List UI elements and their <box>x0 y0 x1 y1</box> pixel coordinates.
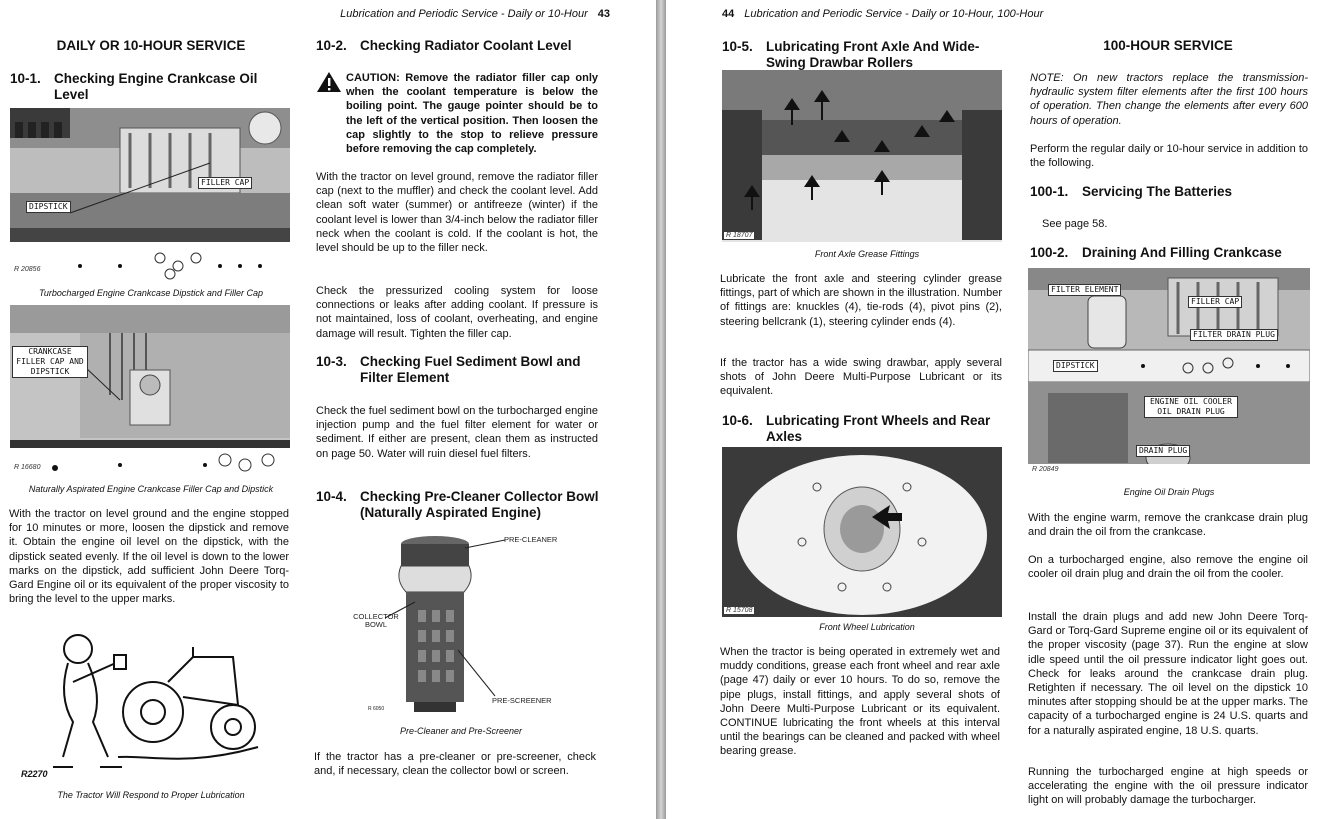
page-number: 43 <box>597 8 610 20</box>
section-number: 10-2. <box>316 38 347 53</box>
section-title: Lubricating Front Wheels and Rear Axles <box>766 413 991 444</box>
caution-block <box>316 71 598 156</box>
label-collector-bowl: COLLECTOR BOWL <box>353 612 399 629</box>
section-100-2-heading <box>1030 245 1315 261</box>
paragraph: Check the fuel sediment bowl on the turbocharged engine injection pump and the fuel filter element for water or sediment. If either are present, clean them as instructed on page 50. Water will ruin diesel fuel filters. <box>316 405 598 460</box>
section-number: 100-2. <box>1030 245 1069 260</box>
paragraph: On a turbocharged engine, also remove the engine oil cooler oil drain plug and drain the oil from the cooler. <box>1028 554 1308 581</box>
figure-caption: Front Wheel Lubrication <box>819 622 915 632</box>
paragraph: When the tractor is being operated in extremely wet and muddy conditions, grease each front wheel and rear axle (page 47) daily or ever 10 hours. To do so, remove the pipe plugs, install fittings, and apply several shots of John Deere Multi-Purpose Lubricant or its equivalent. CONTINUE lubricating the front wheels at this interval until the bearings can be cleaned and packed with wheel bearing grease. <box>720 646 1000 758</box>
label-filter-element: FILTER ELEMENT <box>1048 284 1121 296</box>
running-head-right <box>722 8 1142 20</box>
figure-caption: Naturally Aspirated Engine Crankcase Filler Cap and Dipstick <box>28 484 274 494</box>
paragraph: If the tractor has a wide swing drawbar, apply several shots of John Deere Multi-Purpose Lubricant or its equivalent. <box>720 357 1002 398</box>
section-heading: 100-HOUR SERVICE <box>1103 38 1233 53</box>
figure-caption: Front Axle Grease Fittings <box>814 249 920 259</box>
paragraph: Install the drain plugs and add new John Deere Torq-Gard or Torq-Gard Supreme engine oil or its equivalent of the proper viscosity (page 37). Run the engine at slow idle speed until the oil pressure indicator light goes out. Check for leaks around the crankcase drain plug. Retighten if necessary. The oil level on the dipstick 10 minutes after stopping should be at the upper marks. The capacity of a turbocharged engine is 24 U.S. quarts and for a naturally aspirated engine, 18 U.S. quarts. <box>1028 611 1308 737</box>
section-number: 10-6. <box>722 413 753 428</box>
figure-front-axle <box>722 70 1002 242</box>
page-43 <box>0 0 656 819</box>
section-10-3-heading <box>316 354 616 386</box>
front-axle-photo <box>722 70 1002 242</box>
section-title: Servicing The Batteries <box>1082 184 1233 199</box>
section-number: 10-3. <box>316 354 347 369</box>
page-gutter <box>656 0 666 819</box>
figure-caption: The Tractor Will Respond to Proper Lubrication <box>57 790 245 800</box>
figure-front-wheel <box>722 447 1002 617</box>
label-dipstick: DIPSTICK <box>26 201 71 213</box>
section-10-1-heading <box>10 71 292 103</box>
section-title: Checking Radiator Coolant Level <box>360 38 572 53</box>
label-filter-drain-plug: FILTER DRAIN PLUG <box>1190 329 1278 341</box>
figure-caption: Turbocharged Engine Crankcase Dipstick and Filler Cap <box>39 288 263 298</box>
section-number: 100-1. <box>1030 184 1069 199</box>
figure-cartoon <box>18 627 278 785</box>
figure-turbocharged-engine <box>10 108 290 280</box>
warning-triangle-icon <box>316 71 342 93</box>
section-10-2-heading <box>316 38 616 54</box>
label-drain-plug: DRAIN PLUG <box>1136 445 1190 457</box>
section-number: 10-4. <box>316 489 347 504</box>
running-head-text: Lubrication and Periodic Service - Daily or 10-Hour <box>340 8 588 20</box>
figure-number: R 16680 <box>14 464 41 471</box>
running-head-text: Lubrication and Periodic Service - Daily or 10-Hour, 100-Hour <box>744 8 1044 20</box>
page-number: 44 <box>722 8 735 20</box>
figure-number: R2270 <box>21 769 48 779</box>
figure-number: R 20849 <box>1032 466 1059 473</box>
section-title: Checking Engine Crankcase Oil Level <box>54 71 258 102</box>
figure-number: R 18707 <box>726 232 753 239</box>
label-filler-cap: FILLER CAP <box>1188 296 1242 308</box>
engine-photo-1 <box>10 108 290 280</box>
paragraph: If the tractor has a pre-cleaner or pre-screener, check and, if necessary, clean the collector bowl or screen. <box>314 751 596 778</box>
note-paragraph: NOTE: On new tractors replace the transmission-hydraulic system filter elements after the first 100 hours of operation. Then change the elements after every 600 hours of operation. <box>1030 72 1308 127</box>
front-wheel-photo <box>722 447 1002 617</box>
caution-text: CAUTION: Remove the radiator filler cap only when the coolant temperature is below the boiling point. The gauge pointer should be to the left of the vertical position. Then loosen the cap slightly to the stop to relieve pressure before removing the cap completely. <box>346 72 598 156</box>
section-heading: DAILY OR 10-HOUR SERVICE <box>56 38 246 53</box>
section-10-5-heading <box>722 39 1012 71</box>
section-title: Checking Fuel Sediment Bowl and Filter Element <box>360 354 581 385</box>
section-title: Checking Pre-Cleaner Collector Bowl (Naturally Aspirated Engine) <box>360 489 599 520</box>
figure-number: R 15708 <box>726 607 753 614</box>
figure-pre-cleaner <box>340 530 580 720</box>
paragraph: See page 58. <box>1042 218 1108 230</box>
paragraph: Lubricate the front axle and steering cylinder grease fittings, part of which are shown in the illustration. Number of fittings are: knuckles (4), tie-rods (4), pivot pins (2), steering bellcrank (1), steering cylinder ends (4). <box>720 273 1002 328</box>
section-10-4-heading <box>316 489 616 521</box>
paragraph: Perform the regular daily or 10-hour service in addition to the following. <box>1030 143 1308 170</box>
section-number: 10-5. <box>722 39 753 54</box>
label-engine-oil-cooler-oil-drain-plug: ENGINE OIL COOLER OIL DRAIN PLUG <box>1144 396 1238 418</box>
figure-number: R 20856 <box>14 266 41 273</box>
engine-photo-2 <box>10 305 290 477</box>
label-crankcase-filler-cap-and-dipstick: CRANKCASE FILLER CAP AND DIPSTICK <box>12 346 88 378</box>
figure-naturally-aspirated-engine <box>10 305 290 477</box>
section-number: 10-1. <box>10 71 41 86</box>
page-44 <box>666 0 1321 819</box>
label-pre-cleaner: PRE-CLEANER <box>504 535 558 544</box>
paragraph: With the engine warm, remove the crankcase drain plug and drain the oil from the crankcase. <box>1028 512 1308 539</box>
figure-number: R 6050 <box>368 706 385 712</box>
paragraph: With the tractor on level ground, remove the radiator filler cap (next to the muffler) and check the coolant level. Add clean soft water (summer) or antifreeze (winter) if the coolant level is lower than 3/4-inch below the radiator filler neck when the coolant is cold. If the coolant is hot, the level should be up to the filler neck. <box>316 171 598 255</box>
section-10-6-heading <box>722 413 1012 445</box>
label-dipstick: DIPSTICK <box>1053 360 1098 372</box>
paragraph: Check the pressurized cooling system for loose connections or leaks after adding coolant. If pressure is not maintained, loss of coolant, overheating, and engine damage will result. Tighten the filler cap. <box>316 285 598 340</box>
section-100-1-heading <box>1030 184 1310 200</box>
paragraph: Running the turbocharged engine at high speeds or accelerating the engine with the oil pressure indicator light on will probably damage the turbocharger. <box>1028 766 1308 807</box>
paragraph: With the tractor on level ground and the engine stopped for 10 minutes or more, loosen the dipstick and remove it. Obtain the engine oil level on the dipstick, with the dipstick seated evenly. If the oil level is down to the lower marks on the dipstick, add sufficient John Deere Torq-Gard Engine oil or its equivalent of the proper viscosity to bring the level to the upper marks. <box>9 508 289 606</box>
section-title: Draining And Filling Crankcase <box>1082 245 1282 260</box>
label-filler-cap: FILLER CAP <box>198 177 252 189</box>
cartoon-drawing <box>18 627 278 785</box>
figure-engine-oil-drain-plugs <box>1028 268 1310 478</box>
figure-caption: Pre-Cleaner and Pre-Screener <box>399 726 523 736</box>
section-title: Lubricating Front Axle And Wide-Swing Drawbar Rollers <box>766 39 980 70</box>
running-head-left <box>310 8 610 20</box>
figure-caption: Engine Oil Drain Plugs <box>1123 487 1215 497</box>
label-pre-screener: PRE-SCREENER <box>492 696 552 705</box>
